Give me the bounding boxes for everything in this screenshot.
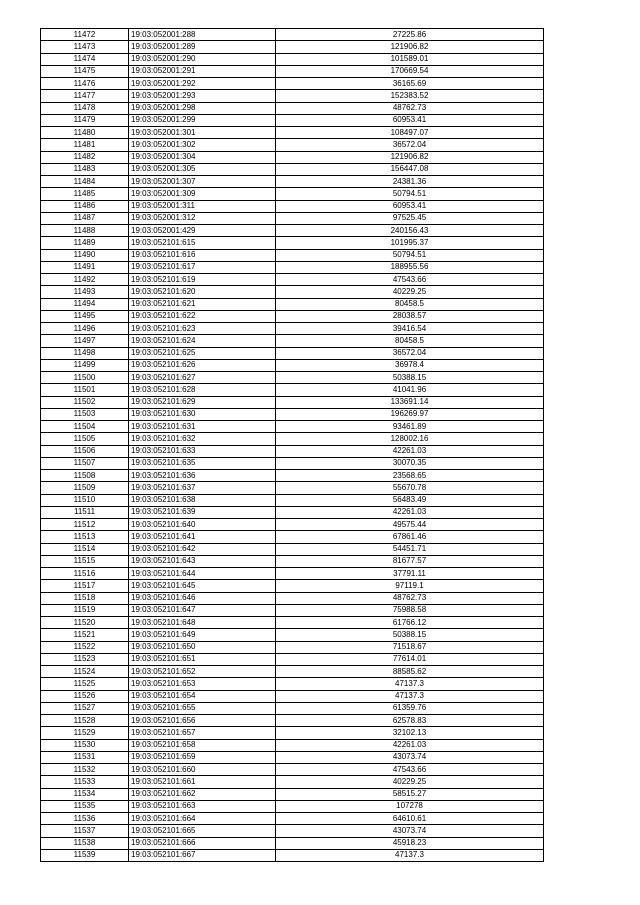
table-row bbox=[41, 776, 544, 788]
row-number-cell: 11517 bbox=[41, 580, 129, 592]
table-row bbox=[41, 53, 544, 65]
table-row bbox=[41, 200, 544, 212]
row-number-cell: 11481 bbox=[41, 139, 129, 151]
table-row bbox=[41, 176, 544, 188]
row-number-cell: 11536 bbox=[41, 813, 129, 825]
row-number-cell: 11492 bbox=[41, 274, 129, 286]
cadastral-number-cell: 19:03:052101:663 bbox=[129, 800, 276, 812]
value-cell: 41041.96 bbox=[276, 384, 544, 396]
cadastral-number-cell: 19:03:052101:654 bbox=[129, 690, 276, 702]
table-row bbox=[41, 629, 544, 641]
value-cell: 75988.58 bbox=[276, 604, 544, 616]
cadastral-number-cell: 19:03:052101:622 bbox=[129, 310, 276, 322]
cadastral-number-cell: 19:03:052101:650 bbox=[129, 641, 276, 653]
table-row bbox=[41, 506, 544, 518]
table-row bbox=[41, 715, 544, 727]
table-row bbox=[41, 813, 544, 825]
cadastral-number-cell: 19:03:052001:307 bbox=[129, 176, 276, 188]
table-row bbox=[41, 825, 544, 837]
row-number-cell: 11538 bbox=[41, 837, 129, 849]
table-row bbox=[41, 568, 544, 580]
table-body bbox=[41, 29, 544, 862]
value-cell: 48762.73 bbox=[276, 102, 544, 114]
table-row bbox=[41, 41, 544, 53]
table-row bbox=[41, 764, 544, 776]
value-cell: 30070.35 bbox=[276, 457, 544, 469]
value-cell: 81677.57 bbox=[276, 555, 544, 567]
value-cell: 43073.74 bbox=[276, 751, 544, 763]
table-row bbox=[41, 347, 544, 359]
cadastral-number-cell: 19:03:052101:620 bbox=[129, 286, 276, 298]
row-number-cell: 11503 bbox=[41, 408, 129, 420]
value-cell: 36978.4 bbox=[276, 359, 544, 371]
row-number-cell: 11473 bbox=[41, 41, 129, 53]
table-row bbox=[41, 457, 544, 469]
row-number-cell: 11520 bbox=[41, 617, 129, 629]
table-row bbox=[41, 237, 544, 249]
row-number-cell: 11512 bbox=[41, 519, 129, 531]
table-row bbox=[41, 702, 544, 714]
row-number-cell: 11531 bbox=[41, 751, 129, 763]
table-row bbox=[41, 359, 544, 371]
table-row bbox=[41, 298, 544, 310]
value-cell: 71518.67 bbox=[276, 641, 544, 653]
table-row bbox=[41, 800, 544, 812]
value-cell: 108497.07 bbox=[276, 127, 544, 139]
value-cell: 48762.73 bbox=[276, 592, 544, 604]
row-number-cell: 11518 bbox=[41, 592, 129, 604]
value-cell: 128002.16 bbox=[276, 433, 544, 445]
value-cell: 42261.03 bbox=[276, 445, 544, 457]
table-row bbox=[41, 78, 544, 90]
value-cell: 45918.23 bbox=[276, 837, 544, 849]
cadastral-number-cell: 19:03:052101:642 bbox=[129, 543, 276, 555]
table-row bbox=[41, 29, 544, 41]
row-number-cell: 11484 bbox=[41, 176, 129, 188]
value-cell: 80458.5 bbox=[276, 298, 544, 310]
row-number-cell: 11510 bbox=[41, 494, 129, 506]
cadastral-number-cell: 19:03:052001:301 bbox=[129, 127, 276, 139]
table-row bbox=[41, 163, 544, 175]
value-cell: 24381.36 bbox=[276, 176, 544, 188]
table-row bbox=[41, 261, 544, 273]
value-cell: 107278 bbox=[276, 800, 544, 812]
cadastral-number-cell: 19:03:052001:312 bbox=[129, 212, 276, 224]
cadastral-number-cell: 19:03:052101:628 bbox=[129, 384, 276, 396]
table-row bbox=[41, 114, 544, 126]
value-cell: 47137.3 bbox=[276, 690, 544, 702]
row-number-cell: 11498 bbox=[41, 347, 129, 359]
row-number-cell: 11482 bbox=[41, 151, 129, 163]
cadastral-number-cell: 19:03:052101:667 bbox=[129, 849, 276, 861]
cadastral-number-cell: 19:03:052001:288 bbox=[129, 29, 276, 41]
cadastral-number-cell: 19:03:052101:638 bbox=[129, 494, 276, 506]
row-number-cell: 11496 bbox=[41, 323, 129, 335]
table-row bbox=[41, 433, 544, 445]
table-row bbox=[41, 421, 544, 433]
row-number-cell: 11486 bbox=[41, 200, 129, 212]
cadastral-number-cell: 19:03:052101:635 bbox=[129, 457, 276, 469]
row-number-cell: 11478 bbox=[41, 102, 129, 114]
cadastral-number-cell: 19:03:052101:647 bbox=[129, 604, 276, 616]
table-row bbox=[41, 90, 544, 102]
cadastral-number-cell: 19:03:052101:659 bbox=[129, 751, 276, 763]
cadastral-number-cell: 19:03:052101:626 bbox=[129, 359, 276, 371]
value-cell: 50388.15 bbox=[276, 629, 544, 641]
value-cell: 121906.82 bbox=[276, 41, 544, 53]
value-cell: 32102.13 bbox=[276, 727, 544, 739]
table-row bbox=[41, 690, 544, 702]
value-cell: 47137.3 bbox=[276, 849, 544, 861]
table-row bbox=[41, 641, 544, 653]
value-cell: 47543.66 bbox=[276, 764, 544, 776]
value-cell: 54451.71 bbox=[276, 543, 544, 555]
value-cell: 50794.51 bbox=[276, 188, 544, 200]
cadastral-number-cell: 19:03:052101:664 bbox=[129, 813, 276, 825]
cadastral-number-cell: 19:03:052101:648 bbox=[129, 617, 276, 629]
value-cell: 56483.49 bbox=[276, 494, 544, 506]
cadastral-number-cell: 19:03:052101:649 bbox=[129, 629, 276, 641]
cadastral-number-cell: 19:03:052001:429 bbox=[129, 225, 276, 237]
value-cell: 61766.12 bbox=[276, 617, 544, 629]
cadastral-number-cell: 19:03:052001:292 bbox=[129, 78, 276, 90]
row-number-cell: 11485 bbox=[41, 188, 129, 200]
row-number-cell: 11489 bbox=[41, 237, 129, 249]
value-cell: 64610.61 bbox=[276, 813, 544, 825]
value-cell: 101589.01 bbox=[276, 53, 544, 65]
row-number-cell: 11525 bbox=[41, 678, 129, 690]
value-cell: 50794.51 bbox=[276, 249, 544, 261]
value-cell: 156447.08 bbox=[276, 163, 544, 175]
cadastral-number-cell: 19:03:052101:630 bbox=[129, 408, 276, 420]
row-number-cell: 11526 bbox=[41, 690, 129, 702]
cadastral-number-cell: 19:03:052101:665 bbox=[129, 825, 276, 837]
row-number-cell: 11490 bbox=[41, 249, 129, 261]
row-number-cell: 11532 bbox=[41, 764, 129, 776]
value-cell: 40229.25 bbox=[276, 776, 544, 788]
row-number-cell: 11519 bbox=[41, 604, 129, 616]
cadastral-number-cell: 19:03:052101:617 bbox=[129, 261, 276, 273]
table-row bbox=[41, 188, 544, 200]
value-cell: 101995.37 bbox=[276, 237, 544, 249]
cadastral-number-cell: 19:03:052101:658 bbox=[129, 739, 276, 751]
row-number-cell: 11472 bbox=[41, 29, 129, 41]
cadastral-number-cell: 19:03:052001:298 bbox=[129, 102, 276, 114]
table-row bbox=[41, 604, 544, 616]
table-row bbox=[41, 482, 544, 494]
row-number-cell: 11509 bbox=[41, 482, 129, 494]
table-row bbox=[41, 335, 544, 347]
table-row bbox=[41, 592, 544, 604]
table-row bbox=[41, 139, 544, 151]
table-row bbox=[41, 212, 544, 224]
value-cell: 28038.57 bbox=[276, 310, 544, 322]
value-cell: 62578.83 bbox=[276, 715, 544, 727]
value-cell: 97525.45 bbox=[276, 212, 544, 224]
row-number-cell: 11506 bbox=[41, 445, 129, 457]
cadastral-number-cell: 19:03:052101:624 bbox=[129, 335, 276, 347]
row-number-cell: 11505 bbox=[41, 433, 129, 445]
value-cell: 67861.46 bbox=[276, 531, 544, 543]
row-number-cell: 11476 bbox=[41, 78, 129, 90]
cadastral-number-cell: 19:03:052001:299 bbox=[129, 114, 276, 126]
table-row bbox=[41, 286, 544, 298]
row-number-cell: 11500 bbox=[41, 372, 129, 384]
row-number-cell: 11497 bbox=[41, 335, 129, 347]
value-cell: 37791.11 bbox=[276, 568, 544, 580]
cadastral-number-cell: 19:03:052101:646 bbox=[129, 592, 276, 604]
cadastral-number-cell: 19:03:052001:305 bbox=[129, 163, 276, 175]
table-row bbox=[41, 225, 544, 237]
table-row bbox=[41, 788, 544, 800]
table-row bbox=[41, 519, 544, 531]
table-row bbox=[41, 384, 544, 396]
row-number-cell: 11507 bbox=[41, 457, 129, 469]
row-number-cell: 11477 bbox=[41, 90, 129, 102]
value-cell: 49575.44 bbox=[276, 519, 544, 531]
table-row bbox=[41, 396, 544, 408]
value-cell: 170669.54 bbox=[276, 65, 544, 77]
table-row bbox=[41, 372, 544, 384]
table-row bbox=[41, 678, 544, 690]
row-number-cell: 11475 bbox=[41, 65, 129, 77]
cadastral-number-cell: 19:03:052101:656 bbox=[129, 715, 276, 727]
value-cell: 47543.66 bbox=[276, 274, 544, 286]
value-cell: 27225.86 bbox=[276, 29, 544, 41]
value-cell: 42261.03 bbox=[276, 506, 544, 518]
row-number-cell: 11529 bbox=[41, 727, 129, 739]
value-cell: 97119.1 bbox=[276, 580, 544, 592]
value-cell: 36572.04 bbox=[276, 139, 544, 151]
table-row bbox=[41, 102, 544, 114]
value-cell: 61359.76 bbox=[276, 702, 544, 714]
row-number-cell: 11535 bbox=[41, 800, 129, 812]
cadastral-number-cell: 19:03:052001:304 bbox=[129, 151, 276, 163]
value-cell: 43073.74 bbox=[276, 825, 544, 837]
row-number-cell: 11521 bbox=[41, 629, 129, 641]
row-number-cell: 11513 bbox=[41, 531, 129, 543]
cadastral-number-cell: 19:03:052101:615 bbox=[129, 237, 276, 249]
table-row bbox=[41, 531, 544, 543]
row-number-cell: 11474 bbox=[41, 53, 129, 65]
row-number-cell: 11515 bbox=[41, 555, 129, 567]
row-number-cell: 11522 bbox=[41, 641, 129, 653]
table-row bbox=[41, 249, 544, 261]
row-number-cell: 11488 bbox=[41, 225, 129, 237]
row-number-cell: 11511 bbox=[41, 506, 129, 518]
table-row bbox=[41, 151, 544, 163]
table-row bbox=[41, 751, 544, 763]
cadastral-number-cell: 19:03:052101:631 bbox=[129, 421, 276, 433]
table-row bbox=[41, 666, 544, 678]
table-row bbox=[41, 727, 544, 739]
cadastral-number-cell: 19:03:052001:311 bbox=[129, 200, 276, 212]
table-row bbox=[41, 323, 544, 335]
table-row bbox=[41, 274, 544, 286]
row-number-cell: 11523 bbox=[41, 653, 129, 665]
table-row bbox=[41, 849, 544, 861]
value-cell: 60953.41 bbox=[276, 114, 544, 126]
value-cell: 77614.01 bbox=[276, 653, 544, 665]
cadastral-number-cell: 19:03:052101:644 bbox=[129, 568, 276, 580]
row-number-cell: 11527 bbox=[41, 702, 129, 714]
cadastral-number-cell: 19:03:052101:662 bbox=[129, 788, 276, 800]
cadastral-number-cell: 19:03:052001:293 bbox=[129, 90, 276, 102]
value-cell: 36165.69 bbox=[276, 78, 544, 90]
cadastral-number-cell: 19:03:052101:633 bbox=[129, 445, 276, 457]
row-number-cell: 11533 bbox=[41, 776, 129, 788]
value-cell: 50388.15 bbox=[276, 372, 544, 384]
cadastral-number-cell: 19:03:052101:636 bbox=[129, 470, 276, 482]
cadastral-number-cell: 19:03:052001:291 bbox=[129, 65, 276, 77]
table-row bbox=[41, 65, 544, 77]
row-number-cell: 11502 bbox=[41, 396, 129, 408]
cadastral-number-cell: 19:03:052101:652 bbox=[129, 666, 276, 678]
cadastral-value-table bbox=[40, 28, 544, 862]
cadastral-number-cell: 19:03:052101:655 bbox=[129, 702, 276, 714]
value-cell: 80458.5 bbox=[276, 335, 544, 347]
cadastral-number-cell: 19:03:052101:651 bbox=[129, 653, 276, 665]
value-cell: 240156.43 bbox=[276, 225, 544, 237]
value-cell: 47137.3 bbox=[276, 678, 544, 690]
cadastral-number-cell: 19:03:052101:645 bbox=[129, 580, 276, 592]
cadastral-number-cell: 19:03:052101:639 bbox=[129, 506, 276, 518]
table-row bbox=[41, 653, 544, 665]
value-cell: 88585.62 bbox=[276, 666, 544, 678]
table-row bbox=[41, 445, 544, 457]
cadastral-number-cell: 19:03:052001:302 bbox=[129, 139, 276, 151]
table-row bbox=[41, 543, 544, 555]
table-row bbox=[41, 470, 544, 482]
cadastral-number-cell: 19:03:052101:640 bbox=[129, 519, 276, 531]
row-number-cell: 11491 bbox=[41, 261, 129, 273]
cadastral-number-cell: 19:03:052001:290 bbox=[129, 53, 276, 65]
value-cell: 152383.52 bbox=[276, 90, 544, 102]
row-number-cell: 11495 bbox=[41, 310, 129, 322]
cadastral-number-cell: 19:03:052001:309 bbox=[129, 188, 276, 200]
value-cell: 196269.97 bbox=[276, 408, 544, 420]
cadastral-number-cell: 19:03:052101:643 bbox=[129, 555, 276, 567]
cadastral-number-cell: 19:03:052101:657 bbox=[129, 727, 276, 739]
cadastral-number-cell: 19:03:052101:632 bbox=[129, 433, 276, 445]
table-row bbox=[41, 837, 544, 849]
row-number-cell: 11479 bbox=[41, 114, 129, 126]
value-cell: 133691.14 bbox=[276, 396, 544, 408]
value-cell: 121906.82 bbox=[276, 151, 544, 163]
cadastral-number-cell: 19:03:052101:637 bbox=[129, 482, 276, 494]
cadastral-number-cell: 19:03:052101:653 bbox=[129, 678, 276, 690]
row-number-cell: 11539 bbox=[41, 849, 129, 861]
row-number-cell: 11483 bbox=[41, 163, 129, 175]
cadastral-number-cell: 19:03:052101:619 bbox=[129, 274, 276, 286]
cadastral-number-cell: 19:03:052101:629 bbox=[129, 396, 276, 408]
value-cell: 58515.27 bbox=[276, 788, 544, 800]
table-row bbox=[41, 580, 544, 592]
value-cell: 60953.41 bbox=[276, 200, 544, 212]
row-number-cell: 11524 bbox=[41, 666, 129, 678]
cadastral-number-cell: 19:03:052101:625 bbox=[129, 347, 276, 359]
cadastral-number-cell: 19:03:052101:641 bbox=[129, 531, 276, 543]
cadastral-number-cell: 19:03:052101:621 bbox=[129, 298, 276, 310]
table-row bbox=[41, 408, 544, 420]
value-cell: 93461.89 bbox=[276, 421, 544, 433]
table-row bbox=[41, 739, 544, 751]
cadastral-number-cell: 19:03:052101:661 bbox=[129, 776, 276, 788]
row-number-cell: 11516 bbox=[41, 568, 129, 580]
row-number-cell: 11534 bbox=[41, 788, 129, 800]
value-cell: 188955.56 bbox=[276, 261, 544, 273]
value-cell: 39416.54 bbox=[276, 323, 544, 335]
table-row bbox=[41, 555, 544, 567]
row-number-cell: 11501 bbox=[41, 384, 129, 396]
value-cell: 40229.25 bbox=[276, 286, 544, 298]
cadastral-number-cell: 19:03:052101:627 bbox=[129, 372, 276, 384]
row-number-cell: 11494 bbox=[41, 298, 129, 310]
row-number-cell: 11493 bbox=[41, 286, 129, 298]
row-number-cell: 11537 bbox=[41, 825, 129, 837]
row-number-cell: 11528 bbox=[41, 715, 129, 727]
table-row bbox=[41, 617, 544, 629]
value-cell: 55670.78 bbox=[276, 482, 544, 494]
row-number-cell: 11530 bbox=[41, 739, 129, 751]
cadastral-number-cell: 19:03:052101:660 bbox=[129, 764, 276, 776]
row-number-cell: 11499 bbox=[41, 359, 129, 371]
cadastral-number-cell: 19:03:052101:616 bbox=[129, 249, 276, 261]
row-number-cell: 11487 bbox=[41, 212, 129, 224]
row-number-cell: 11504 bbox=[41, 421, 129, 433]
row-number-cell: 11480 bbox=[41, 127, 129, 139]
row-number-cell: 11514 bbox=[41, 543, 129, 555]
cadastral-number-cell: 19:03:052101:666 bbox=[129, 837, 276, 849]
cadastral-number-cell: 19:03:052001:289 bbox=[129, 41, 276, 53]
table-row bbox=[41, 310, 544, 322]
value-cell: 36572.04 bbox=[276, 347, 544, 359]
row-number-cell: 11508 bbox=[41, 470, 129, 482]
value-cell: 23568.65 bbox=[276, 470, 544, 482]
table-row bbox=[41, 127, 544, 139]
value-cell: 42261.03 bbox=[276, 739, 544, 751]
cadastral-number-cell: 19:03:052101:623 bbox=[129, 323, 276, 335]
table-row bbox=[41, 494, 544, 506]
